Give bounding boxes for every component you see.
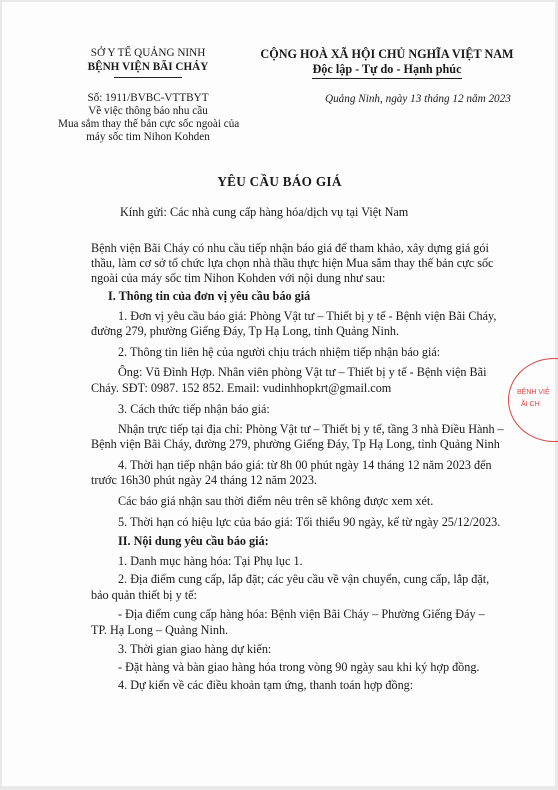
hospital-underline xyxy=(114,77,182,78)
address-line-1: Nhận trực tiếp tại địa chỉ: Phòng Vật tư – Thiết bị y tế, tầng 3 nhà Điều Hành – xyxy=(118,422,504,436)
item-5-line: 5. Thời hạn có hiệu lực của báo giá: Tối thiểu 90 ngày, kể từ ngày 25/12/2023. xyxy=(118,515,501,529)
item-3-line: 3. Cách thức tiếp nhận báo giá: xyxy=(118,402,270,416)
hospital-name: BỆNH VIỆN BÃI CHÁY xyxy=(87,61,209,73)
ii-item-2-line-3: - Địa điểm cung cấp hàng hóa: Bệnh viện Bãi Cháy – Phường Giếng Đáy – xyxy=(118,607,485,621)
ii-item-3-line: - Đặt hàng và bàn giao hàng hóa trong vòng 90 ngày sau khi ký hợp đồng. xyxy=(118,660,480,674)
ii-item-2-line-2: bảo quản thiết bị y tế: xyxy=(91,588,197,602)
ii-item-4: 4. Dự kiến về các điều khoản tạm ứng, thanh toán hợp đồng: xyxy=(118,678,414,692)
document-page xyxy=(2,2,555,786)
section-2-heading: II. Nội dung yêu cầu báo giá: xyxy=(118,534,269,548)
intro-line-2: thầu, làm cơ sở tổ chức lựa chọn nhà thầu thực hiện Mua sắm thay thế bản cực sốc xyxy=(91,256,494,270)
ii-item-3: 3. Thời gian giao hàng dự kiến: xyxy=(118,642,272,656)
intro-line-3: ngoài của máy sốc tim Nihon Kohden với nội dung như sau: xyxy=(91,271,386,285)
address-line-2: Bệnh viện Bãi Cháy, đường 279, phường Giếng Đáy, Tp Hạ Long, tỉnh Quảng Ninh xyxy=(91,437,500,451)
item-1-line-1: 1. Đơn vị yêu cầu báo giá: Phòng Vật tư – Thiết bị y tế - Bệnh viện Bãi Cháy, xyxy=(118,309,497,323)
official-stamp xyxy=(508,358,558,442)
item-2-line: 2. Thông tin liên hệ của người chịu trách nhiệm tiếp nhận báo giá: xyxy=(118,345,441,359)
section-1-heading: I. Thông tin của đơn vị yêu cầu báo giá xyxy=(108,289,311,303)
item-4-note: Các báo giá nhận sau thời điểm nêu trên sẽ không được xem xét. xyxy=(118,494,434,508)
intro-line-1: Bệnh viện Bãi Cháy có nhu cầu tiếp nhận báo giá để tham khảo, xây dựng giá gói xyxy=(91,241,489,255)
country-heading: CỘNG HOÀ XÃ HỘI CHỦ NGHĨA VIỆT NAM xyxy=(260,47,514,61)
department-name: SỞ Y TẾ QUẢNG NINH xyxy=(90,47,206,59)
item-1-line-2: đường 279, phường Giếng Đáy, Tp Hạ Long, tỉnh Quảng Ninh. xyxy=(91,324,400,338)
item-4-line-2: trước 16h30 phút ngày 24 tháng 12 năm 2023. xyxy=(91,473,317,487)
place-date: Quảng Ninh, ngày 13 tháng 12 năm 2023 xyxy=(325,93,511,105)
national-motto: Độc lập - Tự do - Hạnh phúc xyxy=(312,62,462,76)
item-4-line-1: 4. Thời hạn tiếp nhận báo giá: từ 8h 00 phút ngày 14 tháng 12 năm 2023 đến xyxy=(118,458,492,472)
motto-underline xyxy=(312,78,462,79)
ii-item-1: 1. Danh mục hàng hóa: Tại Phụ lục 1. xyxy=(118,554,303,568)
ii-item-2-line-4: TP. Hạ Long – Quảng Ninh. xyxy=(91,623,229,637)
contact-line-1: Ông: Vũ Đình Hợp. Nhân viên phòng Vật tư – Thiết bị y tế - Bệnh viện Bãi xyxy=(118,365,487,379)
subject-line-2: Mua sắm thay thế bản cực sốc ngoài của xyxy=(58,118,240,130)
document-number: Số: 1911/BVBC-VTTBYT xyxy=(87,92,209,104)
subject-line-1: Về việc thông báo nhu cầu xyxy=(88,105,208,117)
document-title: YÊU CẦU BÁO GIÁ xyxy=(217,174,342,189)
subject-line-3: máy sốc tim Nihon Kohden xyxy=(86,131,210,143)
recipient-line: Kính gửi: Các nhà cung cấp hàng hóa/dịch vụ tại Việt Nam xyxy=(120,205,409,219)
stamp-text-1: BỆNH VIỆ xyxy=(517,389,550,396)
ii-item-2-line-1: 2. Địa điểm cung cấp, lắp đặt; các yêu cầu về vận chuyển, cung cấp, lắp đặt, xyxy=(118,572,490,586)
stamp-text-2: ÃI CH xyxy=(521,401,540,408)
contact-line-2: Cháy. SĐT: 0987. 152 852. Email: vudinhhopkrt@gmail.com xyxy=(91,381,392,395)
